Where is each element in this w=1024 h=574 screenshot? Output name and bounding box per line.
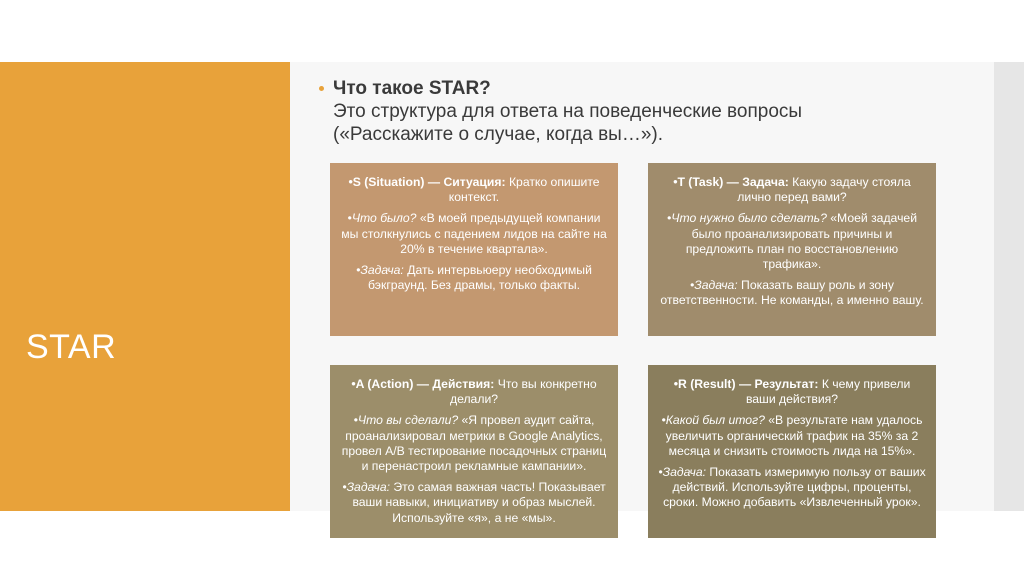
card-paragraph: [658, 211, 926, 272]
card-heading: [658, 377, 926, 407]
slide-title: STAR: [26, 328, 117, 366]
card-task-label: •Задача:: [342, 480, 391, 495]
card-paragraph: [658, 465, 926, 511]
card-paragraph: [340, 413, 608, 474]
card-heading-text: Какую задачу стояла лично перед вами?: [737, 175, 911, 205]
card-paragraph: [658, 413, 926, 459]
card-task-label: •Задача:: [356, 263, 404, 278]
card-paragraph: [340, 211, 608, 257]
card-task-text: Показать вашу роль и зону ответственности. Не команды, а именно вашу.: [660, 278, 924, 308]
card-example: «В моей предыдущей компании мы столкнулись с падением лидов на сайте на 20% в течение квартала».: [341, 211, 607, 256]
card-situation: [330, 163, 618, 336]
intro-line-2: («Расскажите о случае, когда вы…»).: [333, 124, 664, 145]
intro-line-1: Это структура для ответа на поведенческие вопросы: [333, 101, 803, 122]
card-paragraph: [658, 278, 926, 308]
card-question: •Что вы сделали?: [353, 413, 459, 428]
bullet-icon: [319, 86, 324, 91]
side-strip: [994, 62, 1024, 511]
card-heading: [340, 377, 608, 407]
card-heading: [340, 175, 608, 205]
card-task: [648, 163, 936, 336]
card-example: «Я провел аудит сайта, проанализировал метрики в Google Analytics, провел A/B тестирование посадочных страниц и перенастроил рекламные кампании».: [341, 413, 607, 474]
card-question: •Что было?: [347, 211, 417, 226]
card-heading-label: •A (Action) — Действия:: [351, 377, 495, 391]
card-task-text: Это самая важная часть! Показывает ваши навыки, инициативу и образ мыслей. Используйте «я», а не «мы».: [352, 480, 606, 525]
card-heading-text: Кратко опишите контекст.: [448, 175, 600, 205]
top-band: [0, 0, 1024, 62]
card-heading-text: К чему привели ваши действия?: [745, 377, 911, 407]
card-heading-label: •T (Task) — Задача:: [673, 175, 789, 189]
intro-question: Что такое STAR?: [333, 78, 491, 99]
card-question: •Что нужно было сделать?: [666, 211, 827, 226]
card-question: •Какой был итог?: [661, 413, 765, 428]
card-action: [330, 365, 618, 538]
card-heading-label: •R (Result) — Результат:: [673, 377, 819, 391]
card-heading-text: Что вы конкретно делали?: [449, 377, 597, 407]
intro-block: [333, 77, 893, 146]
title-panel: [0, 62, 290, 511]
card-heading-label: •S (Situation) — Ситуация:: [348, 175, 506, 189]
card-task-label: •Задача:: [689, 278, 738, 293]
card-example: «Моей задачей было проанализировать причины и предложить план по восстановлению трафика».: [685, 211, 918, 272]
card-example: «В результате нам удалось увеличить органический трафик на 35% за 2 месяца и снизить стоимость лида на 15%».: [665, 413, 923, 458]
card-task-label: •Задача:: [658, 465, 707, 480]
card-task-text: Показать измеримую пользу от ваших действий. Используйте цифры, проценты, сроки. Можно добавить «Извлеченный урок».: [663, 465, 926, 510]
card-result: [648, 365, 936, 538]
card-paragraph: [340, 263, 608, 293]
card-heading: [658, 175, 926, 205]
card-paragraph: [340, 480, 608, 526]
card-task-text: Дать интервьюеру необходимый бэкграунд. Без драмы, только факты.: [367, 263, 592, 293]
